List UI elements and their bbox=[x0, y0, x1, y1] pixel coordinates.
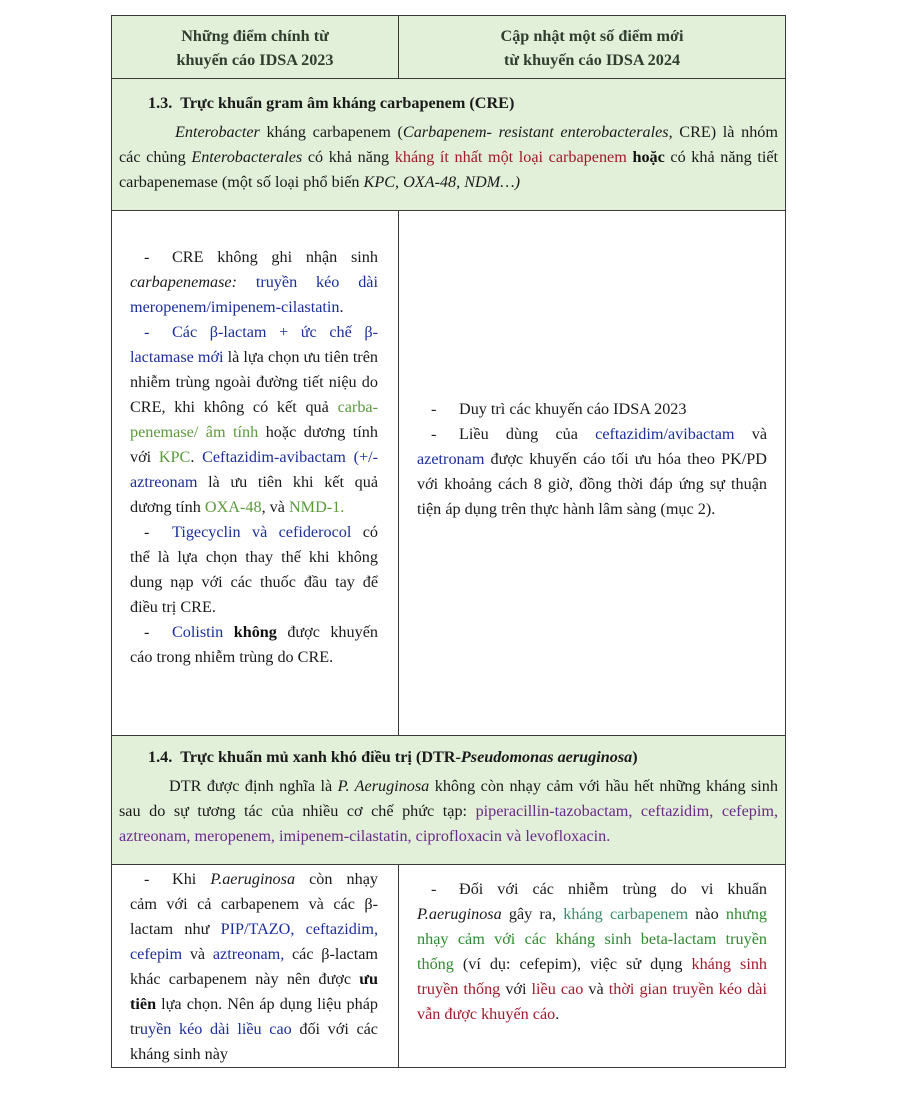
section-14-2023-cell bbox=[112, 865, 399, 1068]
list-item: - Đối với các nhiễm trùng do vi khuẩn P.aeruginosa gây ra, kháng carbapenem nào nhưng nhạy cảm với các kháng sinh beta-lactam truyền thống (ví dụ: cefepim), việc sử dụng kháng sinh truyền thống với liều cao và thời gian truyền kéo dài vẫn được khuyến cáo. bbox=[417, 880, 768, 1023]
list-item: - Các β-lactam + ức chế β-lactamase mới là lựa chọn ưu tiên trên nhiễm trùng ngoài đường tiết niệu do CRE, khi không có kết quả carba-penemase/ âm tính hoặc dương tính với KPC. Ceftazidim-avibactam (+/- aztreonam là ưu tiên khi kết quả dương tính OXA-48, và NMD-1. bbox=[130, 323, 378, 516]
section-14-2024-cell bbox=[399, 865, 786, 1068]
section-13-2023-cell bbox=[112, 211, 399, 736]
section-13-heading-row bbox=[112, 79, 786, 211]
section-14-content-row bbox=[112, 865, 786, 1068]
list-item: - Khi P.aeruginosa còn nhạy cảm với cả carbapenem và các β-lactam như PIP/TAZO, ceftazidim, cefepim và aztreonam, các β-lactam khác carbapenem này nên được ưu tiên lựa chọn. Nên áp dụng liệu pháp truyền kéo dài liều cao đối với các kháng sinh này bbox=[130, 870, 379, 1063]
section-13-title bbox=[112, 91, 785, 116]
header-col-2024 bbox=[399, 16, 786, 79]
section-13-heading bbox=[112, 79, 786, 211]
list-item: - CRE không ghi nhận sinh carbapenemase: truyền kéo dài meropenem/imipenem-cilastatin. bbox=[130, 248, 378, 316]
header-col1-line1: Những điểm chính từ bbox=[181, 27, 329, 45]
guideline-comparison-table bbox=[111, 15, 786, 1068]
header-col2-line2: từ khuyến cáo IDSA 2024 bbox=[503, 51, 681, 69]
section-13-title-text: Trực khuẩn gram âm kháng carbapenem (CRE) bbox=[180, 94, 515, 112]
section-14-heading bbox=[112, 736, 786, 865]
section-13-2023-list bbox=[130, 245, 378, 670]
section-14-title: 1.4. Trực khuẩn mủ xanh khó điều trị (DTR-Pseudomonas aeruginosa) bbox=[148, 748, 638, 766]
section-13-number: 1.3. bbox=[148, 94, 173, 112]
header-row bbox=[112, 16, 786, 79]
list-item: - Liều dùng của ceftazidim/avibactam và azetronam được khuyến cáo tối ưu hóa theo PK/PD với khoảng cách 8 giờ, đồng thời đáp ứng sự thuận tiện áp dụng trên thực hành lâm sàng (mục 2). bbox=[417, 425, 767, 518]
header-col-2023 bbox=[112, 16, 399, 79]
list-item: - Duy trì các khuyến cáo IDSA 2023 bbox=[431, 400, 687, 418]
header-col1-line2: khuyến cáo IDSA 2023 bbox=[176, 51, 334, 69]
section-13-2024-list bbox=[417, 397, 767, 522]
section-13-definition: Enterobacter kháng carbapenem (Carbapenem- resistant enterobacterales, CRE) là nhóm các chủng Enterobacterales có khả năng kháng ít nhất một loại carbapenem hoặc có khả năng tiết carbapenemase (một số loại phổ biến KPC, OXA-48, NDM…) bbox=[119, 123, 779, 191]
section-14-number: 1.4. bbox=[148, 748, 173, 766]
section-13-content-row bbox=[112, 211, 786, 736]
section-14-heading-row bbox=[112, 736, 786, 865]
list-item: - Tigecyclin và cefiderocol có thể là lựa chọn thay thế khi không dung nạp với các thuốc đầu tay để điều trị CRE. bbox=[130, 523, 378, 616]
section-14-definition: DTR được định nghĩa là P. Aeruginosa không còn nhạy cảm với hầu hết những kháng sinh sau do sự tương tác của nhiều cơ chế phức tạp: piperacillin-tazobactam, ceftazidim, cefepim, aztreonam, meropenem, imipenem-cilastatin, ciprofloxacin và levofloxacin. bbox=[119, 777, 778, 845]
header-col2-line1: Cập nhật một số điểm mới bbox=[500, 27, 684, 45]
list-item: - Colistin không được khuyến cáo trong nhiễm trùng do CRE. bbox=[130, 623, 378, 666]
section-13-2024-cell bbox=[399, 211, 786, 736]
